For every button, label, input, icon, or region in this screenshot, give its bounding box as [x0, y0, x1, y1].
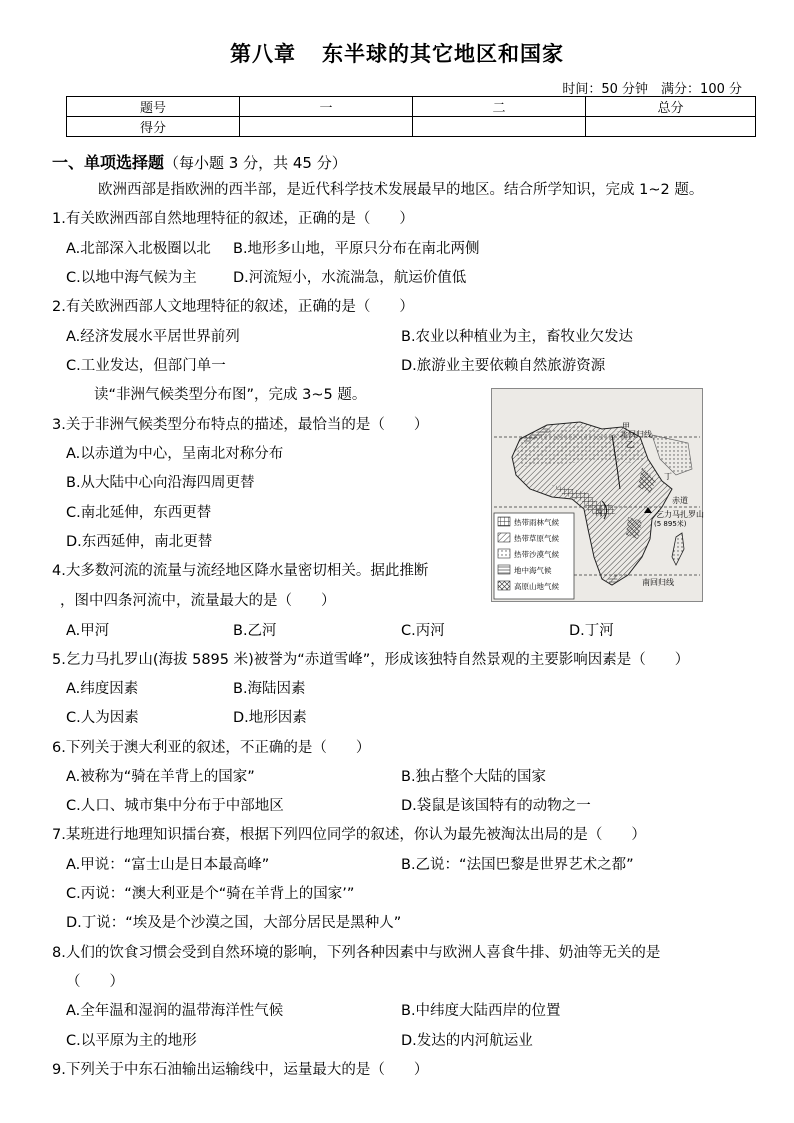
cell: 得分	[67, 117, 240, 137]
option: A.被称为“骑在羊背上的国家”	[66, 769, 255, 785]
option: B.地形多山地，平原只分布在南北两侧	[233, 241, 480, 257]
map-label-yi: 乙	[626, 440, 634, 449]
option: D.地形因素	[233, 710, 307, 726]
option: D.丁河	[569, 623, 614, 639]
question-stem: 9.下列关于中东石油输出运输线中，运量最大的是（ ）	[52, 1062, 429, 1078]
map-label-jia: 甲	[622, 422, 630, 431]
score-input-cell[interactable]	[240, 117, 413, 137]
question-stem: 4.大多数河流的流量与流经地区降水量密切相关。据此推断	[52, 563, 429, 579]
option: D.东西延伸，南北更替	[66, 534, 213, 550]
exam-meta: 时间：50 分钟 满分：100 分	[562, 82, 742, 97]
section-heading	[52, 150, 347, 173]
option: D.发达的内河航运业	[401, 1033, 533, 1049]
option: D.丁说：“埃及是个沙漠之国，大部分居民是黑种人”	[66, 915, 402, 931]
question-stem: 3.关于非洲气候类型分布特点的描述，最恰当的是（ ）	[52, 417, 429, 433]
map-label-tropic-south: 南回归线	[642, 578, 674, 587]
option: C.以平原为主的地形	[66, 1033, 197, 1049]
option: B.海陆因素	[233, 681, 306, 697]
cell: 一	[240, 97, 413, 117]
option: C.人口、城市集中分布于中部地区	[66, 798, 284, 814]
option: C.丙河	[401, 623, 445, 639]
arabia	[652, 435, 692, 475]
question-stem: 7.某班进行地理知识擂台赛，根据下列四位同学的叙述，你认为最先被淘汰出局的是（ ）	[52, 827, 646, 843]
legend-item: 热带雨林气候	[514, 518, 559, 527]
madagascar	[672, 533, 684, 565]
title-chapter: 第八章	[230, 42, 296, 66]
question-paren: （ ）	[66, 974, 124, 990]
question-stem: 5.乞力马扎罗山(海拔 5895 米)被誉为“赤道雪峰”，形成该独特自然景观的主要影响因素是（ ）	[52, 652, 690, 668]
score-table	[66, 96, 756, 137]
cell: 总分	[586, 97, 756, 117]
question-stem: 1.有关欧洲西部自然地理特征的叙述，正确的是（ ）	[52, 211, 414, 227]
map-label-kilimanjaro: 乞力马扎罗山	[656, 510, 704, 519]
option: C.以地中海气候为主	[66, 270, 197, 286]
option: B.从大陆中心向沿海四周更替	[66, 475, 255, 491]
section-note: （每小题 3 分，共 45 分）	[164, 154, 347, 172]
score-input-cell[interactable]	[413, 117, 586, 137]
map-label-ding: 丁	[664, 472, 672, 481]
question-stem: 8.人们的饮食习惯会受到自然环境的影响，下列各种因素中与欧洲人喜食牛排、奶油等无关的是	[52, 945, 661, 961]
option: A.经济发展水平居世界前列	[66, 329, 240, 345]
question-stem: 6.下列关于澳大利亚的叙述，不正确的是（ ）	[52, 740, 371, 756]
option: A.纬度因素	[66, 681, 139, 697]
option: A.全年温和湿润的温带海洋性气候	[66, 1003, 284, 1019]
legend-item: 高原山地气候	[514, 582, 559, 591]
score-input-cell[interactable]	[586, 117, 756, 137]
map-label-bing: 丙	[595, 508, 603, 517]
page-title	[0, 38, 794, 68]
legend-item: 热带草原气候	[514, 534, 559, 543]
option: C.人为因素	[66, 710, 139, 726]
option: B.乙河	[233, 623, 277, 639]
option: B.农业以种植业为主，畜牧业欠发达	[401, 329, 634, 345]
option: A.以赤道为中心，呈南北对称分布	[66, 446, 284, 462]
option: B.独占整个大陆的国家	[401, 769, 547, 785]
legend-item: 地中海气候	[514, 566, 552, 575]
africa-climate-map	[491, 388, 703, 602]
option: C.南北延伸，东西更替	[66, 505, 212, 521]
option: D.袋鼠是该国特有的动物之一	[401, 798, 591, 814]
option: A.北部深入北极圈以北	[66, 241, 211, 257]
intro-text: 读“非洲气候类型分布图”，完成 3~5 题。	[94, 387, 367, 403]
option: A.甲河	[66, 623, 110, 639]
score-row-scores	[67, 117, 756, 137]
title-topic: 东半球的其它地区和国家	[322, 42, 564, 66]
option: B.中纬度大陆西岸的位置	[401, 1003, 561, 1019]
map-label-kilimanjaro-height: (5 895米)	[654, 520, 687, 528]
option: A.甲说：“富士山是日本最高峰”	[66, 857, 270, 873]
option: B.乙说：“法国巴黎是世界艺术之都”	[401, 857, 634, 873]
option: D.旅游业主要依赖自然旅游资源	[401, 358, 606, 374]
map-label-equator: 赤道	[672, 496, 688, 505]
cell: 题号	[67, 97, 240, 117]
intro-text: 欧洲西部是指欧洲的西半部，是近代科学技术发展最早的地区。结合所学知识，完成 1~2 题。	[98, 182, 704, 198]
question-stem: 2.有关欧洲西部人文地理特征的叙述，正确的是（ ）	[52, 299, 414, 315]
score-row-header	[67, 97, 756, 117]
section-title: 一、单项选择题	[52, 153, 165, 172]
option: C.工业发达，但部门单一	[66, 358, 226, 374]
question-stem: ，图中四条河流中，流量最大的是（ ）	[60, 593, 336, 609]
option: C.丙说：“澳大利亚是个“骑在羊背上的国家’”	[66, 886, 355, 902]
map-label-tropic-north: 北回归线	[620, 430, 652, 439]
option: D.河流短小，水流湍急，航运价值低	[233, 270, 467, 286]
legend-item: 热带沙漠气候	[514, 550, 559, 559]
cell: 二	[413, 97, 586, 117]
